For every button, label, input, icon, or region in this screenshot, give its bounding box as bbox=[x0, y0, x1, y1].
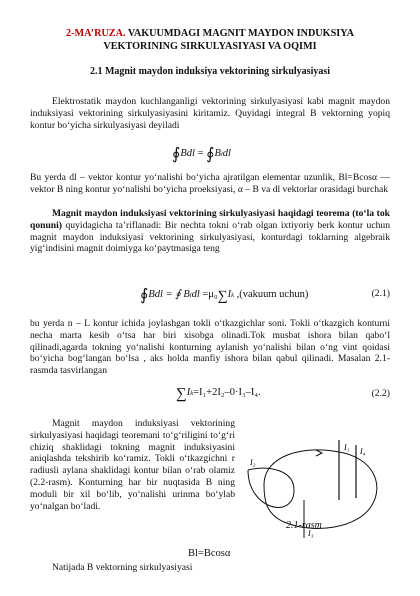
paragraph-explanation: bu yerda n – L kontur ichida joylashgan tokli o‘tkazgichlar soni. Tokli o‘tkazgich konturni necha marta kesib o‘tsa har biri xisobga olinadi.Tok musbat ishora bilan qabo‘l qilinadi,agarda tokning yo‘nalishi konturning aylanish yo‘nalishi bilan o‘ng vint qoidasi bo‘yicha bog‘langan bo‘lsa , aks holda manfiy ishora bilan qabul qilinadi. Masalan 2.1-rasmda tasvirlangan bbox=[30, 318, 390, 377]
eq1-lhs: Bdl bbox=[180, 148, 195, 159]
eq1-rhs-sub: l bbox=[220, 151, 223, 158]
eq1-equals: = bbox=[194, 148, 207, 159]
eq3-rhs: =I₁+2I₂–0·I₃–I₄. bbox=[193, 387, 261, 398]
lecture-title bbox=[30, 28, 390, 53]
equation-2-2: ∑Ik=I₁+2I₂–0·I₃–I₄. bbox=[176, 386, 261, 402]
equation-projection: Bl=Bcosα bbox=[188, 548, 231, 559]
contour-integral-symbol-2: ∮ bbox=[206, 146, 215, 163]
contour-loop bbox=[264, 450, 377, 529]
label-i4: I₄ bbox=[360, 447, 366, 456]
paragraph-theorem bbox=[30, 208, 390, 255]
paragraph-result: Natijada B vektorning sirkulyasiyasi bbox=[52, 562, 193, 573]
equation-number-2-1: (2.1) bbox=[371, 288, 390, 299]
label-i1: I₁ bbox=[344, 443, 350, 452]
theorem-text: quyidagicha ta’riflanadi: Bir nechta tokni o‘rab olgan ixtiyoriy berk kontur uchun magnit maydon induksiyasi vektorining sirkulyasiyasi, konturdagi toklarning algebraik yig‘indisini magnit doimiyga ko‘paytmasiga teng bbox=[30, 219, 390, 255]
equation-circulation bbox=[172, 144, 231, 164]
equation-2-1: ∮Bdl = ∮ Bldl =μ₀∑Ik ,(vakuum uchun) bbox=[140, 287, 309, 304]
eq2-note: ,(vakuum uchun) bbox=[233, 289, 309, 300]
theorem-name: Magnit maydon induksiyasi vektorining sirkulyasiyasi haqidagi teorema (to‘la tok qonuni) bbox=[30, 208, 390, 231]
paragraph-verification: Magnit maydon induksiyasi vektorining sirkulyasiyasi haqidagi teoremani to‘g‘riligini to‘g‘ri chiziq shaklidagi tokning magnit induksiyasini aniqlashda tekshirib ko‘ramiz. Tokli o‘tkazgichni r radiusli aylana shaklidagi kontur bilan o‘rab olamiz (2.2-rasm). Konturning har bir nuqtasida B ning moduli bir xil bo‘lib, yo‘nalishi urinma bo‘ylab yo‘nalgan bo‘ladi. bbox=[30, 418, 235, 512]
sum-symbol: ∑ bbox=[217, 289, 228, 304]
contour-direction-arrow bbox=[316, 450, 322, 456]
paragraph-intro: Elektrostatik maydon kuchlanganligi vektorining sirkulyasiyasi kabi magnit maydon induksiyasi vektorining sirkulyasiyasini kiritamiz. Quyidagi integral B vektorning yopiq kontur bo‘yicha sirkulyasiyasi deyiladi bbox=[30, 96, 390, 131]
label-i2: I₂ bbox=[250, 458, 256, 467]
eq2-mu: =μ₀ bbox=[202, 289, 218, 300]
eq2-lhs: Bdl = ∮ B bbox=[148, 289, 190, 300]
figure-caption: 2.1-rasm bbox=[286, 520, 322, 531]
eq2-ik: I bbox=[227, 289, 232, 300]
paragraph-definitions: Bu yerda dl – vektor kontur yo‘nalishi bo‘yicha ajratilgan elementar uzunlik, Bl=Bcosα — vektor B ning kontur yo‘nalishi bo‘yicha proeksiyasi, α – B va dl vektorlar orasidagi burchak bbox=[30, 172, 390, 195]
current-loop-2 bbox=[248, 468, 294, 507]
equation-number-2-2: (2.2) bbox=[371, 388, 390, 399]
eq1-rhs: B bbox=[214, 148, 221, 159]
section-heading: 2.1 Magnit maydon induksiya vektorining sirkulyasiyasi bbox=[89, 66, 331, 77]
eq1-rhs-tail: dl bbox=[222, 148, 231, 159]
lecture-number: 2-MA’RUZA. bbox=[65, 28, 126, 39]
sum-symbol-2: ∑ bbox=[176, 386, 187, 402]
label-i3: I₃ bbox=[308, 529, 314, 538]
lecture-title-text: VAKUUMDAGI MAGNIT MAYDON INDUKSIYA VEKTORINING SIRKULYASIYASI VA OQIMI bbox=[103, 28, 354, 52]
contour-integral-symbol: ∮ bbox=[172, 146, 181, 163]
contour-integral-symbol-3: ∮ bbox=[140, 287, 149, 304]
